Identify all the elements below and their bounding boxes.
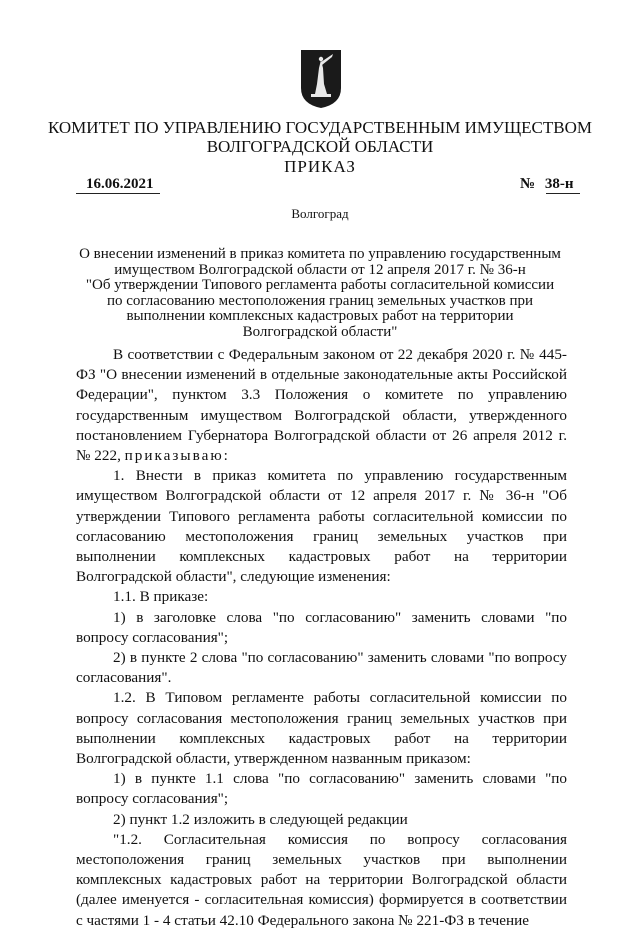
subject-line: "Об утверждении Типового регламента работы согласительной комиссии <box>85 277 555 293</box>
number-value: 38-н <box>544 176 574 192</box>
body-paragraph: "1.2. Согласительная комиссия по вопросу согласования местоположения границ земельных участков при выполнении комплексных кадастровых работ на территории Волгоградской области (далее именуется - согласительная комиссия) формируется в соответствии с частями 1 - 4 статьи 42.10 Федерального закона № 221-ФЗ в течение <box>76 830 567 929</box>
organization-name-line1: КОМИТЕТ ПО УПРАВЛЕНИЮ ГОСУДАРСТВЕННЫМ ИМУЩЕСТВОМ <box>47 118 592 137</box>
body-paragraph: 1. Внести в приказ комитета по управлению государственным имуществом Волгоградской области от 12 апреля 2017 г. № 36-н "Об утверждении Типового регламента работы согласительной комиссии по согласованию местоположения границ земельных участков при выполнении комплексных кадастровых работ на территории Волгоградской области", следующие изменения: <box>76 467 567 586</box>
document-body <box>76 345 567 931</box>
order-word: приказываю: <box>124 447 230 465</box>
document-number <box>520 176 573 193</box>
paragraph-text: В соответствии с Федеральным законом от 22 декабря 2020 г. № 445-ФЗ "О внесении изменений в отдельные законодательные акты Российской Федерации", пунктом 3.3 Положения о комитете по управлению государственным имуществом Волгоградской области, утвержденного постановлением Губернатора Волгоградской области от 26 апреля 2012 г. № 222, <box>76 346 567 465</box>
document-city: Волгоград <box>291 206 349 221</box>
body-paragraph <box>76 345 567 466</box>
body-paragraph: 1.1. В приказе: <box>113 588 209 606</box>
number-prefix: № <box>520 176 536 192</box>
body-paragraph: 2) пункт 1.2 изложить в следующей редакции <box>113 810 408 828</box>
subject-line: имуществом Волгоградской области от 12 апреля 2017 г. № 36-н <box>114 261 526 278</box>
date-underline <box>76 193 160 194</box>
document-subject <box>66 247 574 340</box>
body-paragraph: 2) в пункте 2 слова "по согласованию" заменить словами "по вопросу согласования". <box>76 649 567 687</box>
body-paragraph: 1) в пункте 1.1 слова "по согласованию" заменить словами "по вопросу согласования"; <box>76 770 567 808</box>
body-paragraph: 1.2. В Типовом регламенте работы согласительной комиссии по вопросу согласования местоположения границ земельных участков при выполнении комплексных кадастровых работ на территории Волгоградской области, утвержденном названным приказом: <box>76 689 567 768</box>
subject-line: Волгоградской области" <box>242 323 398 340</box>
document-date: 16.06.2021 <box>86 176 154 192</box>
subject-line: по согласованию местоположения границ земельных участков при <box>106 292 534 309</box>
volgograd-coat-of-arms-icon <box>299 48 343 110</box>
subject-line: О внесении изменений в приказ комитета по управлению государственным <box>79 246 561 262</box>
body-paragraph: 1) в заголовке слова "по согласованию" заменить словами "по вопросу согласования"; <box>76 608 567 646</box>
number-underline <box>546 193 580 194</box>
subject-line: выполнении комплексных кадастровых работ на территории <box>126 308 514 324</box>
document-type: ПРИКАЗ <box>284 157 356 176</box>
organization-name-line2: ВОЛГОГРАДСКОЙ ОБЛАСТИ <box>206 137 434 156</box>
